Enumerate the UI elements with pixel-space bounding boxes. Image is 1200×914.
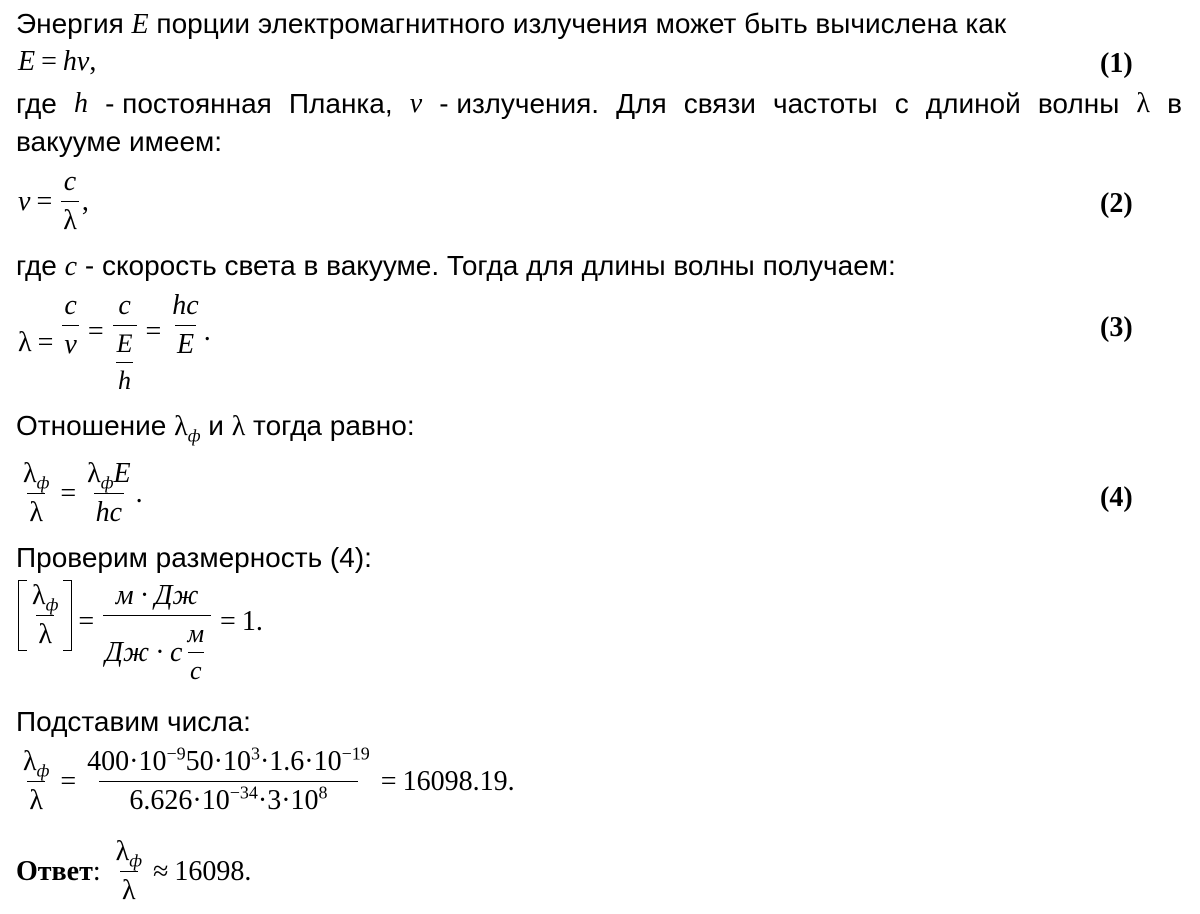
equation-1: E = hv , [18, 46, 97, 77]
fraction-c-over-lambda: $\frac{c}{\lambda}$ [63, 166, 77, 236]
equation-number-1: (1) [1100, 48, 1133, 79]
text-line-3: где h - постоянная Планка, v - излучения. Для связи частоты с длиной волны λ в [16, 88, 1182, 119]
square-brackets: $\frac{\lambda_ф}{\lambda}$ [18, 580, 72, 651]
equation-substitution: $\frac{\lambda_ф}{\lambda}$ = $\frac{400\cdot 10^{-9}50\cdot 10^3\cdot 1.6\cdot 10^{-19}}{6.626\cdot 10^{-34}\cdot 3\cdot 10^8}$ = 16098.19 . [23, 743, 515, 816]
var-E: E [131, 9, 149, 40]
text-line-1: Энергия E порции электромагнитного излучения может быть вычислена как [16, 8, 1007, 40]
text-line-8: Отношение $\lambda_ф$ и λ тогда равно: [16, 410, 415, 446]
equation-number-3: (3) [1100, 312, 1133, 343]
equation-3: λ = $\frac{c}{v}$ = $\frac{c}{\frac{E}{h}}$ = $\frac{hc}{E}$ . [18, 290, 211, 395]
equation-4: $\frac{\lambda_ф}{\lambda}$ = $\frac{\lambda_фE}{hc}$ . [23, 458, 143, 528]
equation-number-4: (4) [1100, 482, 1133, 513]
answer-line: Ответ : $\frac{\lambda_ф}{\lambda}$ ≈ 16098 . [16, 836, 252, 906]
numeric-fraction: $\frac{400\cdot 10^{-9}50\cdot 10^3\cdot 1.6\cdot 10^{-19}}{6.626\cdot 10^{-34}\cdot 3\cdot 10^8}$ [87, 743, 370, 816]
equation-dimension-check: $\frac{\lambda_ф}{\lambda}$ = м · Дж Дж · с $\frac{м}{с}$ = 1. [18, 580, 263, 686]
text-line-10: Проверим размерность (4): [16, 542, 372, 573]
fraction-c-over-E-over-h: $\frac{c}{\frac{E}{h}}$ [113, 290, 137, 396]
text-line-4: вакууме имеем: [16, 126, 223, 157]
equation-2: v = $\frac{c}{\lambda}$ , [18, 166, 89, 236]
equation-number-2: (2) [1100, 188, 1133, 219]
text-line-12: Подставим числа: [16, 706, 251, 737]
answer-label: Ответ [16, 855, 93, 887]
text-line-6: где c - скорость света в вакууме. Тогда для длины волны получаем: [16, 250, 896, 282]
